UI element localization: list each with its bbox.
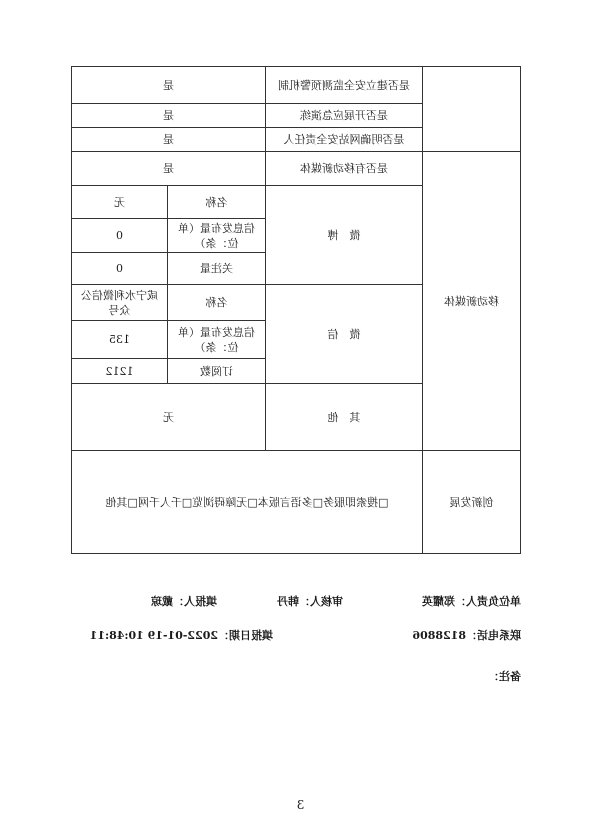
- checkbox-icon[interactable]: □: [312, 495, 324, 509]
- phone: 联系电话：8128806: [412, 629, 521, 642]
- row-value: 是: [72, 67, 266, 104]
- row-label: 是否有移动新媒体: [266, 152, 423, 186]
- row-label: 是否建立安全监测预警机制: [266, 67, 423, 104]
- platform-label: 微 博: [266, 186, 423, 285]
- table-row: [72, 128, 521, 152]
- field-label: 关注量: [168, 253, 266, 285]
- table-row: [72, 152, 521, 186]
- platform-label: 其 他: [266, 384, 423, 451]
- field-value: 0: [72, 253, 168, 285]
- table-row: [72, 451, 521, 554]
- row-label: 是否明确网站安全责任人: [266, 128, 423, 152]
- option-label: 多语言版本: [257, 495, 313, 509]
- field-label: 订阅数: [168, 359, 266, 384]
- checkbox-icon[interactable]: □: [181, 495, 193, 509]
- table-row: [72, 104, 521, 128]
- field-label: 名称: [168, 186, 266, 219]
- unit-head: 单位负责人：郑耀英: [422, 595, 521, 608]
- field-value: 无: [72, 186, 168, 219]
- option-label: 千人千网: [137, 495, 182, 509]
- website-report-table: [71, 66, 521, 554]
- option-label: 无障碍浏览: [192, 495, 248, 509]
- field-label: 名称: [168, 285, 266, 321]
- section-label: 创新发展: [423, 451, 521, 554]
- row-label: 是否开展应急演练: [266, 104, 423, 128]
- field-value: 咸宁水利微信公众号: [72, 285, 168, 321]
- checkbox-icon[interactable]: □: [247, 495, 258, 509]
- option-label: 其他: [105, 495, 128, 509]
- option-label: 搜索即服务: [323, 495, 379, 509]
- row-value: 是: [72, 152, 266, 186]
- checkbox-icon[interactable]: □: [378, 495, 389, 509]
- checkbox-icon[interactable]: □: [127, 495, 138, 509]
- innovation-options: [72, 451, 423, 554]
- row-value: 是: [72, 104, 266, 128]
- reviewer: 审核人：韩丹: [277, 595, 343, 608]
- field-label: 信息发布量（单位：条）: [168, 321, 266, 359]
- field-value: 135: [72, 321, 168, 359]
- fill-date: 填报日期：2022-01-19 10:48:11: [89, 629, 273, 642]
- platform-label: 微 信: [266, 285, 423, 384]
- field-value: 1212: [72, 359, 168, 384]
- row-value: 是: [72, 128, 266, 152]
- field-value: 0: [72, 219, 168, 253]
- field-label: 信息发布量（单位：条）: [168, 219, 266, 253]
- table-row: [72, 67, 521, 104]
- page-number: 3: [296, 798, 305, 812]
- remark: 备注：: [488, 670, 521, 683]
- filler: 填报人：戴琼: [151, 595, 217, 608]
- field-value: 无: [72, 384, 266, 451]
- section-label: 移动新媒体: [423, 152, 521, 451]
